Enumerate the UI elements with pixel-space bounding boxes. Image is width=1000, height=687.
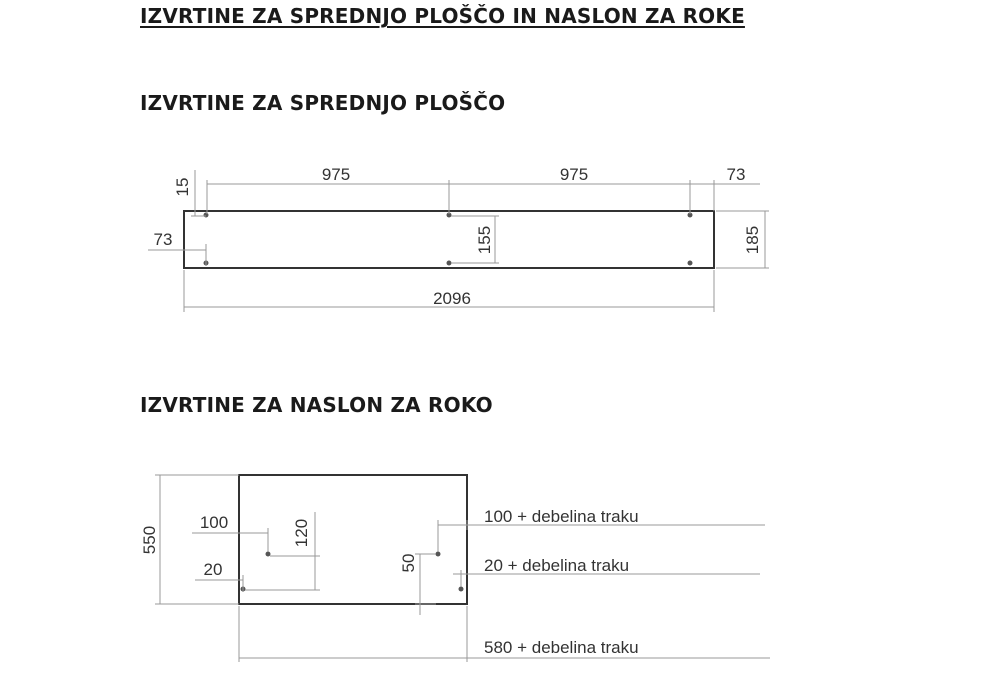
front-panel-diagram <box>148 165 769 312</box>
armrest-right-bottom-hole-x-label: 20 + debelina traku <box>484 556 630 575</box>
armrest-hole-left <box>266 552 271 557</box>
armrest-bottom-hole-x-label: 20 <box>203 560 223 579</box>
front-spacing-2-label: 975 <box>559 165 589 184</box>
front-hole-top-left <box>204 213 209 218</box>
front-spacing-1-label: 975 <box>321 165 351 184</box>
front-vertical-spacing-label: 155 <box>475 225 494 255</box>
armrest-right-hole-y-label: 50 <box>399 553 418 573</box>
front-height-label: 185 <box>743 225 762 255</box>
front-left-offset-label: 73 <box>153 230 173 249</box>
front-right-offset-label: 73 <box>726 165 746 184</box>
armrest-height-dimension <box>155 475 239 604</box>
front-top-offset-dimension <box>191 170 206 216</box>
armrest-hole-bottom-right <box>459 587 464 592</box>
armrest-hole-right <box>436 552 441 557</box>
page-title: IZVRTINE ZA SPREDNJO PLOŠČO IN NASLON ZA ROKE <box>140 4 745 28</box>
armrest-height-label: 550 <box>140 525 159 555</box>
armrest-diagram <box>140 475 770 662</box>
armrest-right-hole-x-label: 100 + debelina traku <box>484 507 639 526</box>
front-length-label: 2096 <box>433 289 471 308</box>
front-panel-outline <box>184 211 714 268</box>
armrest-left-hole-x-label: 100 <box>199 513 229 532</box>
front-hole-bottom-right <box>688 261 693 266</box>
front-top-dimension-line <box>207 180 760 214</box>
front-hole-bottom-middle <box>447 261 452 266</box>
armrest-width-label: 580 + debelina traku <box>484 638 639 657</box>
armrest-outline <box>239 475 467 604</box>
armrest-left-hole-y-label: 120 <box>292 518 311 548</box>
front-top-offset-label: 15 <box>173 177 192 197</box>
armrest-title: IZVRTINE ZA NASLON ZA ROKO <box>140 393 493 417</box>
front-panel-title: IZVRTINE ZA SPREDNJO PLOŠČO <box>140 91 506 115</box>
